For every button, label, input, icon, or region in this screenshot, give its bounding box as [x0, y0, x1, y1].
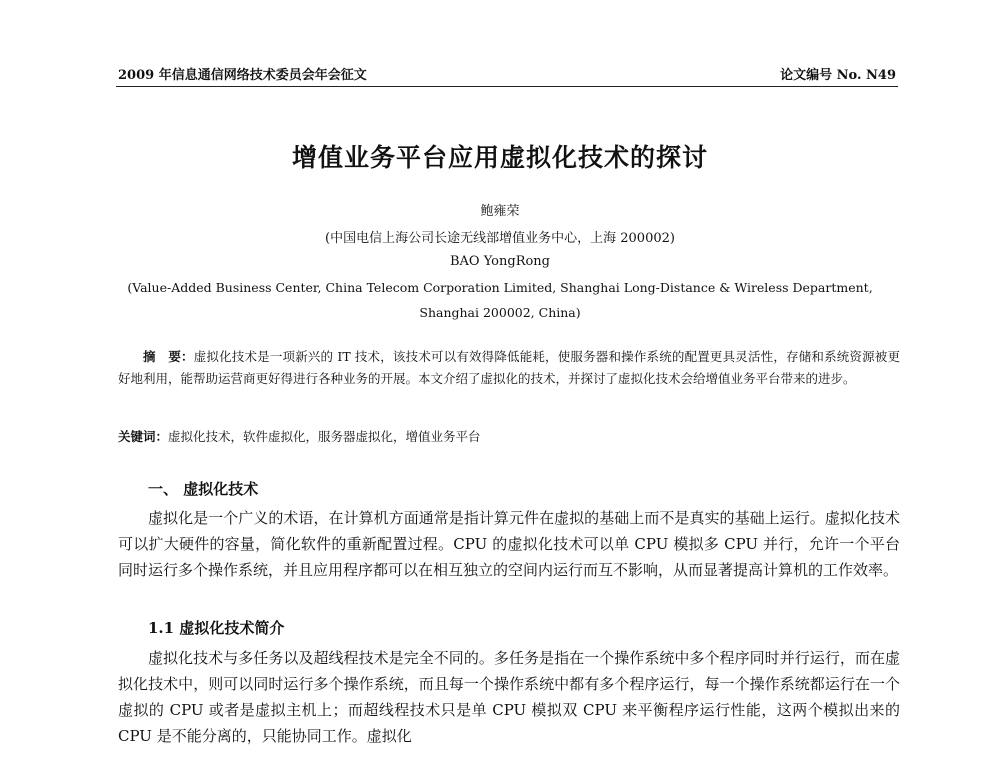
abstract-text: 虚拟化技术是一项新兴的 IT 技术，该技术可以有效得降低能耗，使服务器和操作系统的配置更具灵活性，存储和系统资源被更好地利用，能帮助运营商更好得进行各种业务的开展。本文介绍了虚拟化的技术，并探讨了虚拟化技术会给增值业务平台带来的进步。: [118, 349, 900, 386]
affiliation-cn: (中国电信上海公司长途无线部增值业务中心，上海 200002): [325, 231, 675, 246]
section-1-heading: 一、 虚拟化技术: [148, 480, 259, 498]
affiliation-en-line1: (Value-Added Business Center, China Telecom Corporation Limited, Shanghai Long-Distance & Wireless Department,: [127, 280, 873, 295]
section-1-paragraph: 虚拟化是一个广义的术语，在计算机方面通常是指计算元件在虚拟的基础上而不是真实的基础上运行。虚拟化技术可以扩大硬件的容量，简化软件的重新配置过程。CPU 的虚拟化技术可以单 CPU 模拟多 CPU 并行，允许一个平台同时运行多个操作系统，并且应用程序都可以在相互独立的空间内运行而互不影响，从而显著提高计算机的工作效率。: [118, 509, 900, 579]
header-rule: [116, 86, 898, 87]
keywords-text: 虚拟化技术，软件虚拟化，服务器虚拟化，增值业务平台: [168, 429, 481, 444]
author-cn: 鲍雍荣: [480, 204, 520, 219]
paper-number: 论文编号 No. N49: [780, 68, 896, 83]
section-1-1-paragraph: 虚拟化技术与多任务以及超线程技术是完全不同的。多任务是指在一个操作系统中多个程序同时并行运行，而在虚拟化技术中，则可以同时运行多个操作系统，而且每一个操作系统中都有多个程序运行，每一个操作系统都运行在一个虚拟的 CPU 或者是虚拟主机上；而超线程技术只是单 CPU 模拟双 CPU 来平衡程序运行性能，这两个模拟出来的 CPU 是不能分离的，只能协同工作。虚拟化: [118, 649, 900, 745]
paper-title: 增值业务平台应用虚拟化技术的探讨: [291, 143, 708, 172]
keywords: [118, 426, 900, 448]
abstract: [118, 346, 900, 390]
affiliation-en-line2: Shanghai 200002, China): [419, 305, 581, 320]
keywords-label: 关键词：: [118, 429, 169, 444]
abstract-label: 摘 要：: [143, 349, 194, 364]
section-1-1-heading: 1.1 虚拟化技术简介: [148, 619, 285, 637]
running-header-left: 2009 年信息通信网络技术委员会年会征文: [118, 68, 367, 83]
author-en: BAO YongRong: [449, 254, 550, 269]
